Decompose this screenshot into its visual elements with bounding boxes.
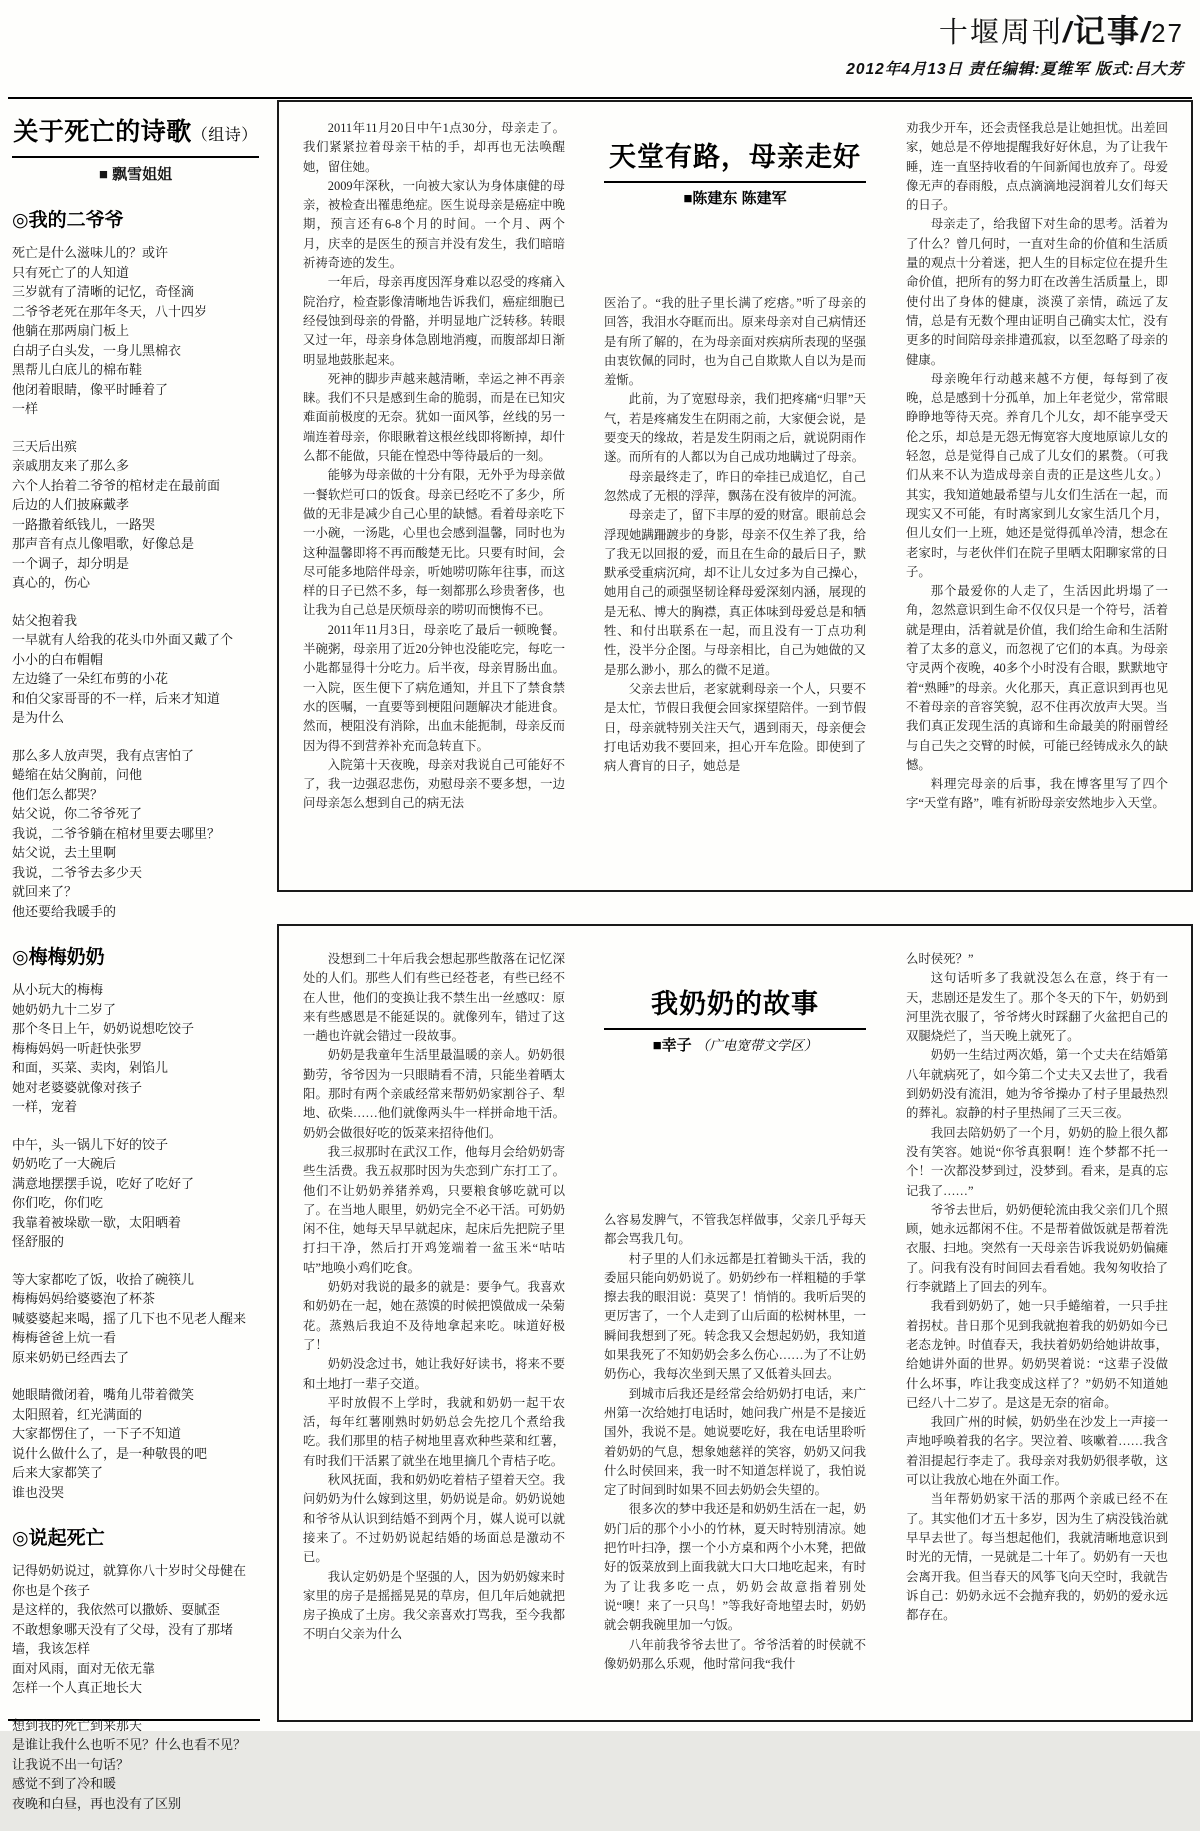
slash-separator: / xyxy=(1141,17,1152,49)
paragraph: 父亲去世后，老家就剩母亲一个人，只要不是太忙，节假日我便会回家探望陪伴。一到节假日，母亲就特别关注天气，遇到雨天，母亲便会打电话劝我不要回来，担心开车危险。即使到了病人膏肓的日子，她总是 xyxy=(604,681,866,774)
poem-section-heading: ◎我的二爷爷 xyxy=(12,210,124,231)
poem-line: 我说，二爷爷去多少天 xyxy=(12,864,143,880)
paragraph: 2011年11月20日中午1点30分，母亲走了。我们紧紧拉着母亲干枯的手，却再也无法唤醒她，留住她。 xyxy=(303,121,565,174)
publication-name: 十堰周刊 xyxy=(938,17,1063,49)
stanza xyxy=(12,437,259,593)
poem-line: 白胡子白头发，一身儿黑棉衣 xyxy=(12,342,182,358)
paragraph: 医治了。“我的肚子里长满了疙瘩。”听了母亲的回答，我泪水夺眶而出。原来母亲对自己病情还是有所了解的，在为母亲面对疾病所表现的坚强由衷钦佩的同时，也为自己自欺欺人自以为是而羞惭。 xyxy=(604,296,866,388)
article1-column-2 xyxy=(604,102,866,890)
poem-line: 我靠着被垛歇一歇，太阳晒着 xyxy=(12,1214,182,1230)
poem-line: 后边的人们披麻戴孝 xyxy=(12,497,130,512)
header-divider xyxy=(8,97,1192,99)
paragraph: 此前，为了宽慰母亲，我们把疼痛“归罪”天气，若是疼痛发生在阴雨之前，大家便会说，是要变天的缘故，若是发生阴雨之后，就说阴雨作遂。而所有的人都以为自己成功地瞒过了母亲。 xyxy=(604,392,866,465)
poem-line: 死亡是什么滋味儿的？或许 xyxy=(12,245,169,260)
poem-column xyxy=(12,112,259,1831)
poem-line: 面对风雨，面对无依无靠 xyxy=(12,1660,156,1676)
article-box-bottom xyxy=(277,924,1193,1722)
poem-line: 他闭着眼睛，像平时睡着了 xyxy=(12,381,169,397)
poem-line: 黑帮儿白底儿的棉布鞋 xyxy=(12,362,143,377)
poem-line: 三天后出殡 xyxy=(12,438,78,454)
stanza xyxy=(12,1385,259,1502)
poem-line: 蜷缩在姑父胸前，问他 xyxy=(12,767,143,782)
article-box-top xyxy=(277,100,1193,892)
poem-line: 奶奶吃了一大碗后 xyxy=(12,1156,117,1171)
poem-author: ■ 飘雪姐姐 xyxy=(98,166,173,183)
poem-line: 一样 xyxy=(12,401,39,416)
poem-line: 三岁就有了清晰的记忆，奇怪滴 xyxy=(12,284,195,299)
poem-line: 等大家都吃了饭，收拾了碗筷儿 xyxy=(12,1271,195,1287)
dateline: 2012年4月13日 责任编辑:夏维军 版式:吕大芳 xyxy=(846,61,1184,78)
poem-line: 一早就有人给我的花头巾外面又戴了个 xyxy=(12,632,234,647)
paragraph: 奶奶没念过书，她让我好好读书，将来不要和土地打一辈子交道。 xyxy=(303,1357,565,1391)
poem-line: 想到我的死亡到来那天 xyxy=(12,1717,143,1733)
poem-line: 大家都愣住了，一下子不知道 xyxy=(12,1426,182,1441)
page-number: 27 xyxy=(1151,18,1184,48)
poem-line: 满意地摆摆手说，吃好了吃好了 xyxy=(12,1175,195,1191)
poem-line: 他躺在那两扇门板上 xyxy=(12,323,130,338)
stanza xyxy=(12,1270,259,1368)
stanza xyxy=(12,243,259,419)
poem-line: 谁也没哭 xyxy=(12,1484,65,1500)
paragraph: 我回去陪奶奶了一个月，奶奶的脸上很久都没有笑容。她说“你爷真狠啊！连个梦都不托一个！一次都没梦到过，没梦到。看来，是真的忘记我了……” xyxy=(906,1125,1168,1198)
masthead-title xyxy=(846,6,1184,52)
slash-separator: / xyxy=(1062,17,1073,49)
poem-line: 那个冬日上午，奶奶说想吃饺子 xyxy=(12,1021,195,1036)
poem-line: 和面，买菜、卖肉，剁馅儿 xyxy=(12,1060,169,1075)
paragraph: 母亲走了，给我留下对生命的思考。活着为了什么？曾几何时，一直对生命的价值和生活质量的观点十分着迷，把人生的目标定位在提升生命价值，把所有的努力盯在改善生活质量上，即使付出了身体的健康，淡漠了亲情，疏远了友情，总是有无数个理由证明自己确实太忙，没有更多的时间陪母亲排遣孤寂，以至忽略了母亲的健康。 xyxy=(906,217,1168,367)
masthead xyxy=(846,6,1184,79)
article2-column-2 xyxy=(604,926,866,1720)
poem-line: 二爷爷老死在那年冬天，八十四岁 xyxy=(12,303,208,319)
poem-line: 感觉不到了冷和暖 xyxy=(12,1776,117,1791)
paragraph: 平时放假不上学时，我就和奶奶一起干农活，每年红薯刚熟时奶奶总会先挖几个煮给我吃。我们那里的桔子树地里喜欢种些菜和红薯，有时我们干活累了就坐在地里摘几个青桔子吃。 xyxy=(303,1395,565,1468)
poem-line: 那么多人放声哭，我有点害怕了 xyxy=(12,747,195,763)
paragraph: 八年前我爷爷去世了。爷爷活着的时侯就不像奶奶那么乐观，他时常问我“我什 xyxy=(604,1637,866,1671)
paragraph: 劝我少开车，还会责怪我总是让她担忧。出差回家，她总是不停地提醒我好好休息，为了让我午睡，连一直坚持收看的午间新闻也放弃了。母爱像无声的春雨般，点点滴滴地浸润着儿女们每天的日子。 xyxy=(906,121,1168,213)
poem-line: 她眼睛微闭着，嘴角儿带着微笑 xyxy=(12,1387,195,1402)
poem-line: 和伯父家哥哥的不一样，后来才知道 xyxy=(12,690,221,706)
poem-title xyxy=(12,112,259,148)
paragraph: 当年帮奶奶家干活的那两个亲戚已经不在了。其实他们才五十多岁，因为生了病没钱治就早早去世了。每当想起他们，我就清晰地意识到时光的无情，一晃就是二十年了。奶奶有一天也会离开我。但当春天的风筝飞向天空时，我就告诉自己：奶奶永远不会抛弃我的，奶奶的爱永远都存在。 xyxy=(906,1492,1168,1623)
paragraph: 很多次的梦中我还是和奶奶生活在一起，奶奶门后的那个小小的竹林，夏天时特别清凉。她把竹叶扫净，摆一个小方桌和两个小木凳，把做好的饭菜放到上面我就大口大口地吃起来，有时为了让我多吃一点，奶奶会故意指着别处说“噢！来了一只鸟！”等我好奇地望去时，奶奶就会朝我碗里加一勺饭。 xyxy=(604,1502,866,1633)
poem-line: 梅梅爸爸上炕一看 xyxy=(12,1330,117,1345)
poem-line: 墙，我该怎样 xyxy=(12,1641,91,1656)
poem-title-text: 关于死亡的诗歌 xyxy=(13,118,192,146)
poem-section-heading: ◎说起死亡 xyxy=(12,1528,105,1549)
poem-line: 是这样的，我依然可以撒娇、耍腻歪 xyxy=(12,1602,221,1617)
article2-title-rule xyxy=(604,1028,866,1030)
article2-title-block xyxy=(604,982,866,1055)
paragraph: 母亲晚年行动越来越不方便，每每到了夜晚，总是感到十分孤单，加上年老觉少，常常眼睁睁地等待天亮。养育几个儿女，却不能享受天伦之乐，却总是无怨无悔宽容大度地原谅儿女的轻忽，总是觉得自己成了儿女们的累赘。（可我们从来不认为造成母亲自责的正是这些儿女。）其实，我知道她最希望与儿女们生活在一起，而现实又不可能，有时离家到儿女家生活几个月，但儿女们一上班，她还是觉得孤单冷清，想念在老家时，与老伙伴们在院子里晒太阳聊家常的日子。 xyxy=(906,371,1168,579)
poem-line: 只有死亡了的人知道 xyxy=(12,264,130,280)
paragraph: 2009年深秋，一向被大家认为身体康健的母亲，被检查出罹患绝症。医生说母亲是癌症中晚期，预言还有6-8个月的时间。一个月、两个月，庆幸的是医生的预言并没有发生，我们暗暗祈祷奇迹的发生。 xyxy=(303,178,565,271)
poem-line: 是谁让我什么也听不见？什么也看不见？ xyxy=(12,1737,247,1752)
poem-line: 让我说不出一句话？ xyxy=(12,1756,130,1772)
poem-line: 六个人抬着二爷爷的棺材走在最前面 xyxy=(12,477,221,493)
article2-title: 我奶奶的故事 xyxy=(651,989,819,1019)
poem-line: 亲戚朋友来了那么多 xyxy=(12,458,130,473)
poem-line: 姑父抱着我 xyxy=(12,612,78,628)
poem-line: 不敢想象哪天没有了父母，没有了那堵 xyxy=(12,1621,234,1637)
poem-line: 怪舒服的 xyxy=(12,1234,65,1249)
poem-line: 是为什么 xyxy=(12,710,65,725)
poem-line: 你们吃，你们吃 xyxy=(12,1195,104,1210)
article1-byline: ■陈建东 陈建军 xyxy=(683,190,787,207)
paragraph: 我三叔那时在武汉工作，他每月会给奶奶寄些生活费。我五叔那时因为失恋到广东打工了。他们不让奶奶养猪养鸡，只要粮食够吃就可以了。在当地人眼里，奶奶完全不必干活。可奶奶闲不住，她每天早早就起床，起床后先把院子里打扫干净，然后打开鸡笼端着一盆玉米“咕咕咕”地唤小鸡们吃食。 xyxy=(303,1144,565,1275)
poem-section-heading: ◎梅梅奶奶 xyxy=(12,947,105,968)
paragraph: 么容易发脾气，不管我怎样做事，父亲几乎每天都会骂我几句。 xyxy=(604,1213,866,1247)
paragraph: 我认定奶奶是个坚强的人，因为奶奶嫁来时家里的房子是摇摇晃晃的草房，但几年后她就把房子换成了土房。我父亲喜欢打骂我，至今我都不明白父亲为什么 xyxy=(303,1569,565,1642)
poem-line: 太阳照着，红光满面的 xyxy=(12,1406,143,1422)
poem-line: 梅梅妈妈给婆婆泡了杯茶 xyxy=(12,1291,156,1306)
paragraph: 能够为母亲做的十分有限，无外乎为母亲做一餐软烂可口的饭食。母亲已经吃不了多少，所做的无非是减少自己心里的缺憾。看着母亲吃下一小碗，一汤匙，心里也会感到温馨，同时也为这种温馨即将不再而酸楚无比。只要有时间，会尽可能多地陪伴母亲，听她唠叨陈年往事，而这样的日子已然不多，每一刻都那么珍贵奢侈，也让我为自己总是厌烦母亲的唠叨而懊悔不已。 xyxy=(303,468,565,618)
stanza xyxy=(12,746,259,922)
poem-line: 夜晚和白昼，再也没有了区别 xyxy=(12,1795,182,1811)
poem-line: 姑父说，你二爷爷死了 xyxy=(12,806,143,821)
paragraph: 母亲最终走了，昨日的牵挂已成追忆，自己忽然成了无根的浮萍，飘荡在没有彼岸的河流。 xyxy=(604,469,866,503)
poem-line: 她奶奶九十二岁了 xyxy=(12,1001,117,1017)
paragraph: 奶奶是我童年生活里最温暖的亲人。奶奶很勤劳，爷爷因为一只眼睛看不清，只能坐着晒太阳。那时有两个亲戚经常来帮奶奶家割谷子、犁地、砍柴……他们就像两头牛一样拼命地干活。奶奶会做很好吃的饭菜来招待他们。 xyxy=(303,1048,565,1140)
paragraph: 那个最爱你的人走了，生活因此坍塌了一角，忽然意识到生命不仅仅只是一个符号，活着就是理由，活着就是价值，我们给生命和生活附着了太多的意义，而忽视了它们的本真。为母亲守灵两个夜晚，40多个小时没有合眼，默默地守着“熟睡”的母亲。火化那天，真正意识到再也见不着母亲的音容笑貌，忍不住再次放声大哭。当我们真正发现生活的真谛和生命最美的附丽曾经与自己失之交臂的时候，可能已经铸成永久的缺憾。 xyxy=(906,584,1168,772)
paragraph: 到城市后我还是经常会给奶奶打电话，来广州第一次给她打电话时，她问我广州是不是接近国外，我说不是。她说要吃好，我在电话里聆听着奶奶的气息，想象她慈祥的笑容，奶奶又问我什么时侯回来，我一时不知道怎样说了，我怕说定了时间到时如果不回去奶奶会失望的。 xyxy=(604,1386,866,1498)
paragraph: 入院第十天夜晚，母亲对我说自己可能好不了，我一边强忍悲伤，劝慰母亲不要多想，一边问母亲怎么想到自己的病无法 xyxy=(303,757,565,811)
poem-line: 记得奶奶说过，就算你八十岁时父母健在 xyxy=(12,1563,247,1578)
poem-line: 姑父说，去土里啊 xyxy=(12,845,117,860)
article2-column-3 xyxy=(906,926,1168,1720)
poem-line: 他们怎么都哭？ xyxy=(12,786,104,802)
stanza xyxy=(12,1561,259,1698)
poem-line: 中午，头一锅儿下好的饺子 xyxy=(12,1136,169,1152)
stanza xyxy=(12,1135,259,1252)
poem-line: 怎样一个人真正地长大 xyxy=(12,1680,143,1695)
poem-line: 真心的，伤心 xyxy=(12,575,91,590)
poem-line: 一个调子，却分明是 xyxy=(12,555,130,571)
article2-column-1 xyxy=(303,926,565,1720)
paragraph: 奶奶对我说的最多的就是：要争气。我喜欢和奶奶在一起，她在蒸馍的时候把馍做成一朵菊花。蒸熟后我迫不及待地拿起来吃。味道好极了！ xyxy=(303,1280,565,1352)
paragraph: 奶奶一生结过两次婚，第一个丈夫在结婚第八年就病死了，如今第二个丈夫又去世了，我看到奶奶没有流泪，她为爷爷操办了村子里最热烈的葬礼。寂静的村子里热闹了三天三夜。 xyxy=(906,1048,1168,1121)
poem-line: 你也是个孩子 xyxy=(12,1582,91,1598)
paragraph: 村子里的人们永远都是扛着锄头干活，我的委屈只能向奶奶说了。奶奶纱布一样粗糙的手掌擦去我的眼泪说：莫哭了！悄悄的。我听后哭的更厉害了，一个人走到了山后面的松树林里，一瞬间我想到了死。转念我又会想起奶奶，我知道如果我死了不知奶奶会多么伤心……为了不让奶奶伤心，我每次坐到天黑了又低着头回去。 xyxy=(604,1251,866,1382)
paragraph: 么时侯死？” xyxy=(906,952,974,966)
section-name: 记事 xyxy=(1073,13,1142,49)
poem-line: 小小的白布帽帽 xyxy=(12,651,104,667)
stanza xyxy=(12,1716,259,1814)
poem-line: 一样，宠着 xyxy=(12,1099,78,1114)
article2-byline-extra: （广电宽带文学区） xyxy=(695,1038,818,1053)
poem-line: 说什么做什么了，是一种敬畏的吧 xyxy=(12,1445,208,1461)
poem-line: 后来大家都笑了 xyxy=(12,1465,104,1480)
paragraph: 我看到奶奶了，她一只手蜷缩着，一只手拄着拐杖。昔日那个见到我就抱着我的奶奶如今已老态龙钟。时值春天，我扶着奶奶给她讲故事，给她讲外面的世界。奶奶哭着说：“这辈子没做什么坏事，咋让我变成这样了？”奶奶不知道她已经八十二岁了。是这是无奈的宿命。 xyxy=(906,1299,1168,1410)
paragraph: 母亲走了，留下丰厚的爱的财富。眼前总会浮现她蹒跚踱步的身影，母亲不仅生养了我，给了我无以回报的爱，而且在生命的最后日子，默默承受重病沉疴，却不让儿女过多为自己操心，她用自己的顽强坚韧诠释母爱深刻内涵，展现的是无私、博大的胸襟，真正体味到母爱总是和牺牲、和付出联系在一起，而且没有一丁点功利性，没半分企图。与母亲相比，自己为她做的又是那么渺小，那么的微不足道。 xyxy=(604,508,866,677)
paragraph: 死神的脚步声越来越清晰，幸运之神不再亲睐。我们不只是感到生命的脆弱，而是在已知灾难面前极度的无奈。犹如一面风筝，丝线的另一端连着母亲，你眼瞅着这根丝线即将断掉，却什么都不能做，只能在惶恐中等待最后的一刻。 xyxy=(303,371,565,464)
poem-line: 喊婆婆起来喝，摇了几下也不见老人醒来 xyxy=(12,1310,247,1326)
article2-byline xyxy=(604,1034,866,1055)
stanza xyxy=(12,611,259,728)
poem-line: 梅梅妈妈一听赶快张罗 xyxy=(12,1040,143,1056)
article1-title: 天堂有路，母亲走好 xyxy=(609,142,861,172)
paragraph: 这句话听多了我就没怎么在意，终于有一天，悲剧还是发生了。那个冬天的下午，奶奶到河里洗衣服了，爷爷烤火时踩翻了火盆把自己的双腿烧烂了，当天晚上就死了。 xyxy=(906,971,1168,1044)
article1-column-3 xyxy=(906,102,1168,890)
poem-sections xyxy=(12,205,259,1813)
poem-line: 那声音有点儿像唱歌，好像总是 xyxy=(12,536,195,551)
paragraph: 爷爷去世后，奶奶便轮流由我父亲们几个照顾，她永远都闲不住。不是帮着做饭就是帮着洗衣服、扫地。突然有一天母亲告诉我说奶奶偏瘫了。问我有没有时间回去看看她。我匆匆收拾了行李就踏上了回去的列车。 xyxy=(906,1202,1168,1295)
poem-line: 她对老婆婆就像对孩子 xyxy=(12,1079,143,1095)
poem-title-suffix: （组诗） xyxy=(191,127,258,144)
article2-byline-name: ■幸子 xyxy=(652,1037,692,1054)
article1-title-rule xyxy=(604,181,866,183)
paragraph: 我回广州的时候，奶奶坐在沙发上一声接一声地呼唤着我的名字。哭泣着、咳嗽着……我含着泪提起行李走了。我母亲对我奶奶很孝敬，这可以让我放心地在外面工作。 xyxy=(906,1415,1168,1488)
paragraph: 没想到二十年后我会想起那些散落在记忆深处的人们。那些人们有些已经苍老，有些已经不在人世，他们的变换让我不禁生出一丝感叹：原来有些感恩是不能延误的。就像列车，错过了这一趟也许就会错过一段故事。 xyxy=(303,952,565,1044)
poem-title-rule xyxy=(12,156,259,158)
article1-column-2-text xyxy=(604,294,866,776)
poem-line: 原来奶奶已经西去了 xyxy=(12,1349,130,1365)
article1-column-1 xyxy=(303,102,565,890)
article2-column-2-text xyxy=(604,1211,866,1674)
poem-line: 他还要给我暖手的 xyxy=(12,903,117,919)
poem-line: 就回来了？ xyxy=(12,884,78,899)
paragraph: 料理完母亲的后事，我在博客里写了四个字“天堂有路”，唯有祈盼母亲安然地步入天堂。 xyxy=(906,777,1168,811)
poem-line: 我说，二爷爷躺在棺材里要去哪里？ xyxy=(12,825,221,841)
article1-title-block xyxy=(604,135,866,208)
paragraph: 一年后，母亲再度因浑身难以忍受的疼痛入院治疗，检查影像清晰地告诉我们，癌症细胞已经侵蚀到母亲的骨骼，并明显地广泛转移。转眼又过一年，母亲身体急剧地消瘦，而腹部却日渐明显地鼓胀起来。 xyxy=(303,275,565,367)
poem-line: 从小玩大的梅梅 xyxy=(12,982,104,997)
paragraph: 秋风抚面，我和奶奶吃着桔子望着天空。我问奶奶为什么嫁到这里，奶奶说是命。奶奶说她和爷爷从认识到结婚不到两个月，媒人说可以就接来了。不过奶奶说起结婚的场面总是激动不已。 xyxy=(303,1473,565,1565)
poem-line: 左边缝了一朵红布剪的小花 xyxy=(12,671,169,686)
poem-line: 一路撒着纸钱儿，一路哭 xyxy=(12,516,156,532)
stanza xyxy=(12,980,259,1117)
paragraph: 2011年11月3日，母亲吃了最后一顿晚餐。半碗粥，母亲用了近20分钟也没能吃完，每吃一小匙都显得十分吃力。后半夜，母亲胃肠出血。一入院，医生便下了病危通知，并且下了禁食禁水的医嘱，一直要等到梗阻问题解决才能进食。然而，梗阻没有消除，出血未能扼制，母亲反而因为得不到营养补充而急转直下。 xyxy=(303,622,565,753)
